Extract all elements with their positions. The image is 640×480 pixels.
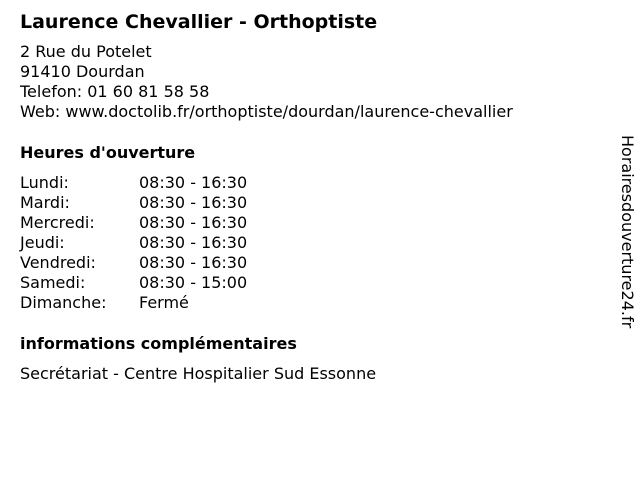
hours-row-sunday — [20, 293, 247, 313]
additional-info-text: Secrétariat - Centre Hospitalier Sud Essonne — [20, 364, 377, 383]
day-label: Samedi: — [20, 273, 86, 292]
page-title: Laurence Chevallier - Orthoptiste — [20, 11, 378, 33]
day-label: Jeudi: — [20, 233, 65, 252]
time-value: 08:30 - 16:30 — [139, 253, 248, 272]
phone-number: Telefon: 01 60 81 58 58 — [20, 82, 210, 101]
time-value: 08:30 - 16:30 — [139, 173, 248, 192]
day-label: Vendredi: — [20, 253, 96, 272]
hours-row-friday — [20, 253, 247, 273]
hours-row-thursday — [20, 233, 247, 253]
business-listing — [20, 10, 600, 384]
time-value: 08:30 - 16:30 — [139, 213, 248, 232]
address-block — [20, 42, 600, 122]
hours-row-wednesday — [20, 213, 247, 233]
city-postal: 91410 Dourdan — [20, 62, 145, 81]
site-watermark: Horairesdouverture24.fr — [618, 135, 637, 329]
day-label: Dimanche: — [20, 293, 107, 312]
time-value: 08:30 - 15:00 — [139, 273, 248, 292]
day-label: Mardi: — [20, 193, 70, 212]
additional-info-heading: informations complémentaires — [20, 334, 297, 353]
day-label: Mercredi: — [20, 213, 95, 232]
street-address: 2 Rue du Potelet — [20, 42, 152, 61]
time-value: Fermé — [139, 293, 189, 312]
day-label: Lundi: — [20, 173, 69, 192]
hours-row-tuesday — [20, 193, 247, 213]
hours-row-saturday — [20, 273, 247, 293]
opening-hours-table — [20, 173, 247, 313]
hours-row-monday — [20, 173, 247, 193]
time-value: 08:30 - 16:30 — [139, 193, 248, 212]
opening-hours-heading: Heures d'ouverture — [20, 143, 196, 162]
website-link[interactable]: Web: www.doctolib.fr/orthoptiste/dourdan/laurence-chevallier — [20, 102, 513, 121]
time-value: 08:30 - 16:30 — [139, 233, 248, 252]
